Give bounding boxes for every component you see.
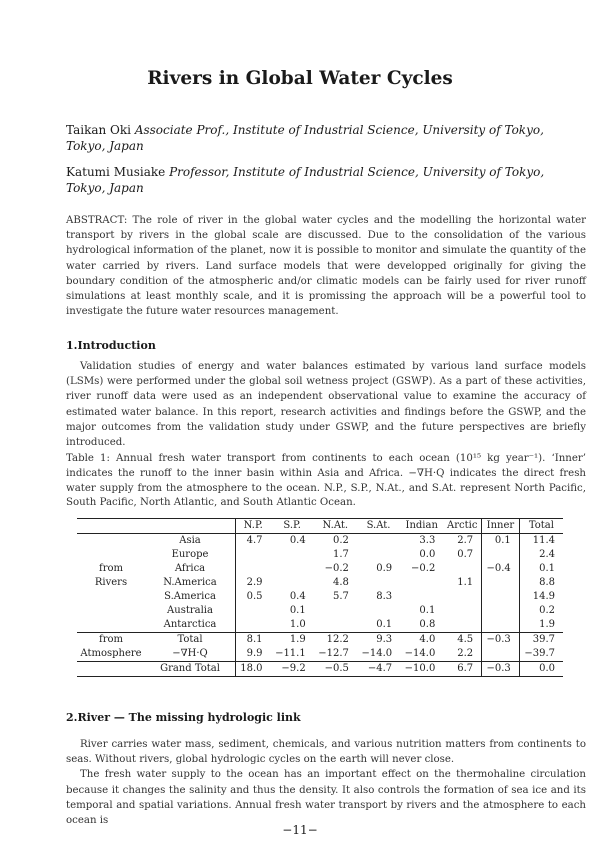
table-row — [77, 618, 563, 633]
paragraph: The fresh water supply to the ocean has an important effect on the thermohaline circulation because it changes the salinity and thus the density. It also controls the formation of sea ice and its temporal and spatial variations. Annual fresh water transport by rivers and the atmosphere to each ocean is — [66, 769, 586, 827]
table-row — [77, 633, 563, 648]
row-item-label: Total — [145, 633, 236, 648]
table-cell: 0.7 — [443, 548, 481, 562]
row-group-label: Atmosphere — [80, 648, 142, 659]
table-cell: −10.0 — [400, 662, 443, 677]
table-cell: 0.4 — [289, 591, 306, 602]
table-cell — [443, 618, 481, 633]
table-cell: −14.0 — [361, 648, 393, 659]
table-cell: −9.2 — [271, 662, 314, 677]
table-row — [77, 590, 563, 604]
abstract: ABSTRACT: The role of river in the global water cycles and the modelling the horizontal water transport by rivers in the global scale are discussed. Due to the consolidation of the various hydrological information of the planet, now it is possible to monitor and simulate the quantity of the water carried by rivers. Land surface models that were developped originally for giving the boundary condition of the atmospheric and/or climatic models can be fairly used for river runoff simulations at least monthly scale, and it is promissing the approach will be a powerful tool to investigate the future water resources management. — [66, 215, 586, 318]
row-item-label: Antarctica — [145, 618, 236, 633]
table-row — [77, 647, 563, 662]
table-cell: 0.2 — [539, 605, 555, 616]
table-row — [77, 548, 563, 562]
row-item-label: Europe — [145, 548, 236, 562]
table-cell: 2.7 — [443, 534, 481, 549]
table-cell: −11.1 — [275, 648, 306, 659]
table-cell — [357, 534, 400, 549]
author-name: Katumi Musiake — [66, 165, 166, 179]
table-cell: −0.3 — [482, 662, 520, 677]
row-group-label: Rivers — [94, 577, 128, 588]
table-cell: 1.9 — [539, 619, 555, 630]
table-cell: 1.0 — [289, 619, 306, 630]
table-cell: 1.1 — [443, 576, 481, 590]
row-item-label: Australia — [145, 604, 236, 618]
row-item-label: Africa — [145, 562, 236, 576]
section-2-heading: 2.River — The missing hydrologic link — [66, 711, 301, 724]
table-cell — [271, 576, 314, 590]
row-item-label: N.America — [145, 576, 236, 590]
row-group-label — [77, 662, 145, 677]
table-cell: 14.9 — [532, 591, 555, 602]
table-cell — [482, 590, 520, 604]
table-cell: −4.7 — [357, 662, 400, 677]
paper-title: Rivers in Global Water Cycles — [147, 68, 453, 89]
col-total: Total — [519, 519, 563, 534]
page-number: −11− — [282, 823, 318, 837]
table-cell: 0.1 — [419, 605, 436, 616]
table-cell: −0.4 — [482, 562, 520, 576]
table-cell — [482, 618, 520, 633]
section-2-body — [66, 737, 586, 828]
table-cell: 6.7 — [443, 662, 481, 677]
table-cell — [443, 604, 481, 618]
table-cell — [357, 604, 400, 618]
row-item-label: Grand Total — [145, 662, 236, 677]
row-item-label: Asia — [145, 534, 236, 549]
table-cell — [400, 576, 443, 590]
row-item-label: −∇H·Q — [145, 647, 236, 662]
table-cell — [271, 562, 314, 576]
table-cell — [482, 548, 520, 562]
table-cell: −0.2 — [411, 563, 436, 574]
section-1-heading: 1.Introduction — [66, 339, 156, 352]
table-cell — [400, 590, 443, 604]
table-cell: 2.2 — [443, 647, 481, 662]
table-cell: −0.5 — [314, 662, 357, 677]
table-cell: 4.7 — [246, 535, 263, 546]
table-row — [77, 576, 563, 590]
table-cell — [482, 604, 520, 618]
col-arctic: Arctic — [443, 519, 481, 534]
table-row — [77, 604, 563, 618]
table-row — [77, 662, 563, 677]
table-cell: 0.1 — [539, 563, 555, 574]
table-cell: 2.4 — [539, 549, 555, 560]
table-cell — [482, 576, 520, 590]
table-cell — [314, 618, 357, 633]
table-cell: 9.9 — [246, 648, 263, 659]
row-group-label: from — [99, 563, 123, 574]
table-cell — [443, 590, 481, 604]
table-cell: 4.5 — [443, 633, 481, 648]
table-caption: Table 1: Annual fresh water transport from continents to each ocean (10¹⁵ kg year⁻¹). ‘Inner’ indicates the runoff to the inner basin within Asia and Africa. −∇H·Q indicates the direct fresh water supply from the atmosphere to the ocean. N.P., S.P., N.At., and S.At. represent North Pacific, South Pacific, North Atlantic, and South Atlantic Ocean. — [66, 453, 586, 509]
table-cell: 8.1 — [236, 633, 271, 648]
table-cell: 11.4 — [532, 535, 555, 546]
table-cell: 39.7 — [519, 633, 563, 648]
table-cell: 3.3 — [419, 535, 436, 546]
table-cell — [236, 618, 271, 633]
table-cell — [357, 576, 400, 590]
table-cell: 0.0 — [519, 662, 563, 677]
row-group-label — [77, 604, 145, 618]
table-cell: 8.3 — [376, 591, 393, 602]
table-cell: 18.0 — [236, 662, 271, 677]
table-cell — [236, 562, 271, 576]
table-cell: −12.7 — [318, 648, 349, 659]
col-nat: N.At. — [314, 519, 357, 534]
table-cell: −0.2 — [324, 563, 349, 574]
table-cell: 12.2 — [314, 633, 357, 648]
table-cell — [357, 548, 400, 562]
table-cell: 9.3 — [357, 633, 400, 648]
table-cell: 0.0 — [419, 549, 436, 560]
table-cell: 2.9 — [246, 577, 263, 588]
table-cell — [236, 604, 271, 618]
paragraph: River carries water mass, sediment, chemicals, and various nutrition matters from continents to seas. Without rivers, global hydrologic cycles on the earth will never close. — [66, 739, 586, 766]
author-affiliation: Professor, Institute of Industrial Science, University of Tokyo, Tokyo, Japan — [66, 165, 545, 195]
table-cell: 0.1 — [482, 534, 520, 549]
col-indian: Indian — [400, 519, 443, 534]
table-cell: 0.4 — [289, 535, 306, 546]
table-cell: 1.7 — [333, 549, 349, 560]
table-row — [77, 562, 563, 576]
col-np: N.P. — [236, 519, 271, 534]
water-transport-table — [77, 518, 563, 677]
table-cell — [314, 604, 357, 618]
row-group-label — [77, 590, 145, 604]
table-cell: 0.9 — [376, 563, 393, 574]
table-cell: 0.2 — [333, 535, 349, 546]
row-group-label — [77, 618, 145, 633]
table-cell: 0.8 — [419, 619, 436, 630]
section-1-body — [66, 359, 586, 450]
author-affiliation: Associate Prof., Institute of Industrial Science, University of Tokyo, Tokyo, Japan — [66, 123, 544, 153]
paragraph: Validation studies of energy and water balances estimated by various land surface models (LSMs) were performed under the global soil wetness project (GSWP). As a part of these activities, river runoff data were used as an independent observational value to examine the accuracy of estimated water balance. In this report, research activities and findings before the GSWP, and the major outcomes from the validation study under GSWP, and the future perspectives are briefly introduced. — [66, 361, 586, 449]
table-cell — [443, 562, 481, 576]
table-cell — [236, 548, 271, 562]
col-inner: Inner — [482, 519, 520, 534]
table-cell: −39.7 — [524, 648, 555, 659]
table-cell: 4.0 — [400, 633, 443, 648]
table-cell: −14.0 — [404, 648, 436, 659]
col-sp: S.P. — [271, 519, 314, 534]
table-cell: 0.5 — [246, 591, 263, 602]
table-cell: 8.8 — [539, 577, 555, 588]
row-group-label — [77, 534, 145, 549]
author-name: Taikan Oki — [66, 123, 131, 137]
table-header-row — [77, 519, 563, 534]
table-cell — [482, 647, 520, 662]
row-group-label: from — [77, 633, 145, 648]
author-1 — [66, 123, 586, 154]
row-group-label — [77, 548, 145, 562]
table-cell: 0.1 — [376, 619, 393, 630]
col-sat: S.At. — [357, 519, 400, 534]
table-row — [77, 534, 563, 549]
table-cell: −0.3 — [482, 633, 520, 648]
author-2 — [66, 165, 586, 196]
table-cell — [271, 548, 314, 562]
table-cell: 5.7 — [333, 591, 349, 602]
table-cell: 0.1 — [289, 605, 306, 616]
row-item-label: S.America — [145, 590, 236, 604]
table-cell: 1.9 — [271, 633, 314, 648]
table-cell: 4.8 — [333, 577, 349, 588]
